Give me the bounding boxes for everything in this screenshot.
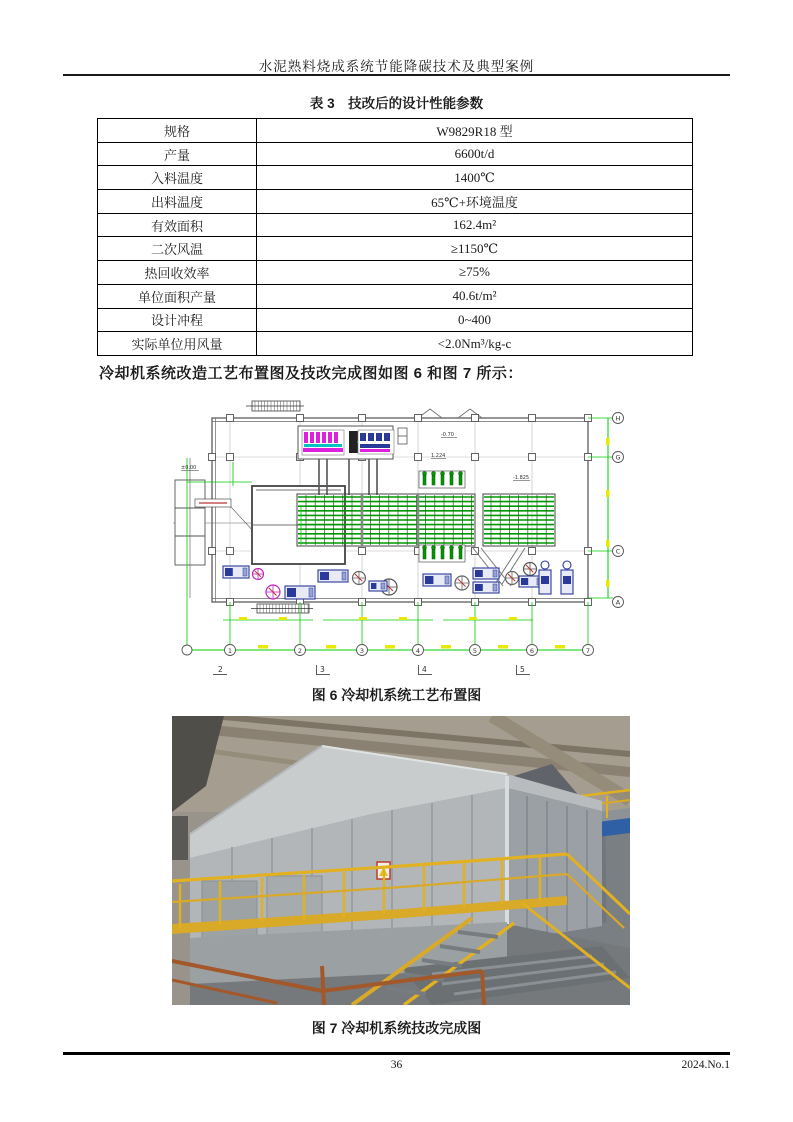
table-row [98,166,693,190]
parameters-table-body [98,119,693,356]
svg-text:2: 2 [218,665,223,674]
svg-text:-0.70: -0.70 [441,432,454,438]
svg-text:1: 1 [227,646,233,655]
figure7-caption: 图 7 冷却机系统技改完成图 [311,1020,482,1036]
svg-text:A: A [615,598,621,607]
table-row [98,261,693,285]
parameters-table [97,118,693,356]
cad-stair-top [246,401,304,411]
param-label: 单位面积产量 [98,284,257,308]
svg-text:4: 4 [422,665,427,674]
param-label: 有效面积 [98,213,257,237]
param-value: 40.6t/m² [257,284,693,308]
table-row [98,119,693,143]
param-value: 0~400 [257,308,693,332]
table-row [98,308,693,332]
param-label: 产量 [98,142,257,166]
cad-control-room [298,426,407,459]
param-label: 热回收效率 [98,261,257,285]
footer-divider [63,1052,730,1055]
table-row [98,237,693,261]
svg-text:4: 4 [415,646,421,655]
svg-text:7: 7 [585,646,591,655]
svg-text:H: H [615,414,621,423]
svg-text:2: 2 [297,646,303,655]
param-value: 1400℃ [257,166,693,190]
svg-text:6: 6 [529,646,535,655]
table-row [98,332,693,356]
figure6-cad-drawing [173,398,629,681]
svg-text:5: 5 [472,646,478,655]
figure7-photo [172,716,630,1005]
param-label: 二次风温 [98,237,257,261]
param-value: 6600t/d [257,142,693,166]
param-label: 规格 [98,119,257,143]
svg-text:C: C [615,547,621,556]
svg-text:G: G [615,453,621,462]
svg-text:3: 3 [320,665,325,674]
figure6-caption: 图 6 冷却机系统工艺布置图 [311,687,482,703]
param-value: <2.0Nm³/kg-c [257,332,693,356]
svg-text:-1.825: -1.825 [513,475,530,481]
param-label: 设计冲程 [98,308,257,332]
svg-text:1.224: 1.224 [431,453,446,459]
cad-cooler-grate [297,494,555,546]
param-value: W9829R18 型 [257,119,693,143]
param-value: ≥75% [257,261,693,285]
table-row [98,213,693,237]
param-value: 162.4m² [257,213,693,237]
table-title: 表 3 技改后的设计性能参数 [309,96,484,111]
param-label: 入料温度 [98,166,257,190]
param-label: 出料温度 [98,190,257,214]
param-label: 实际单位用风量 [98,332,257,356]
table-row [98,142,693,166]
table-row [98,190,693,214]
body-paragraph: 冷却机系统改造工艺布置图及技改完成图如图 6 和图 7 所示： [99,365,523,382]
svg-text:5: 5 [520,665,525,674]
issue-label: 2024.No.1 [681,1059,730,1071]
header-divider [63,74,730,76]
param-value: 65℃+环境温度 [257,190,693,214]
page-number: 36 [390,1059,403,1071]
page-header-title: 水泥熟料烧成系统节能降碳技术及典型案例 [258,59,535,74]
table-row [98,284,693,308]
svg-text:±0.00: ±0.00 [181,465,197,471]
cad-stair-bottom [251,604,313,613]
param-value: ≥1150℃ [257,237,693,261]
svg-text:3: 3 [359,646,365,655]
